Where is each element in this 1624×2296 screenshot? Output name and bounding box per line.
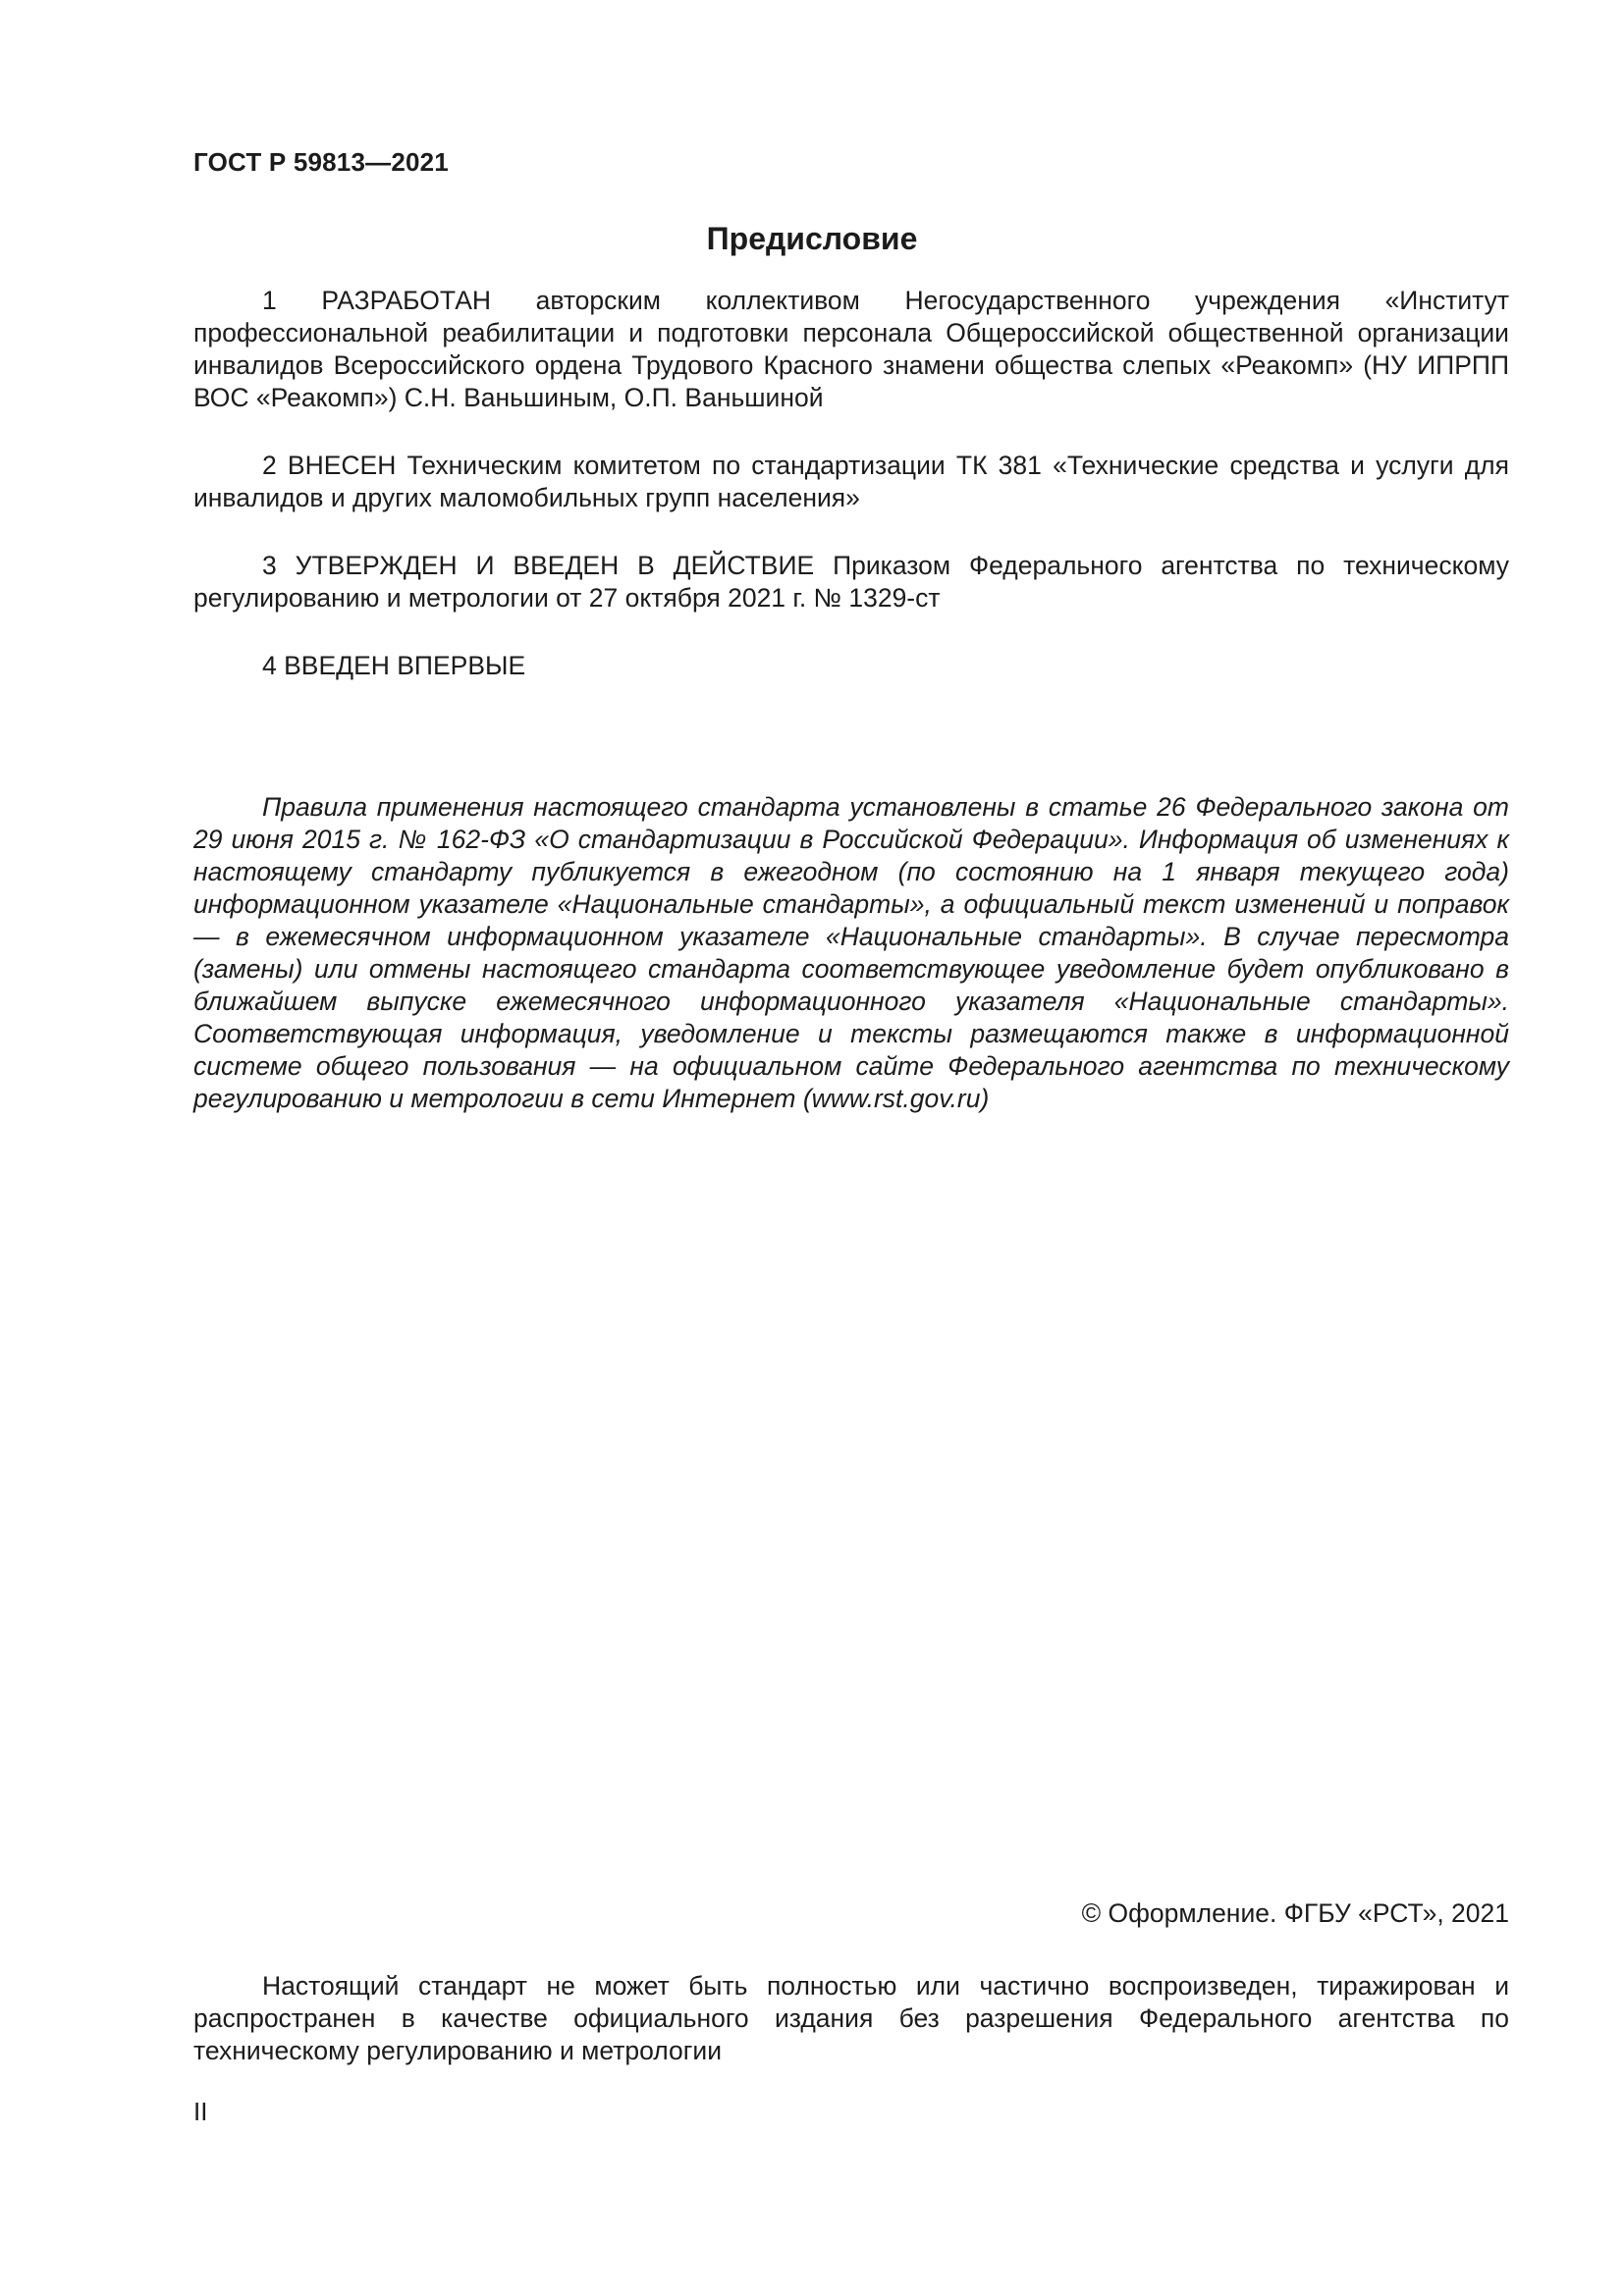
preface-item-introduced: 2 ВНЕСЕН Техническим комитетом по стандартизации ТК 381 «Технические средства и услуги для инвалидов и других маломобильных групп населения» <box>193 451 1509 512</box>
copyright-line: © Оформление. ФГБУ «РСТ», 2021 <box>1081 1898 1509 1928</box>
document-code: ГОСТ Р 59813—2021 <box>193 147 449 177</box>
preface-item-first-introduced: 4 ВВЕДЕН ВПЕРВЫЕ <box>262 651 526 680</box>
application-rules-notice: Правила применения настоящего стандарта установлены в статье 26 Федерального закона от 29 июня 2015 г. № 162-ФЗ «О стандартизации в Российской Федерации». Информация об изменениях к настоящему стандарту публикуется в ежегодном (по состоянию на 1 января текущего года) информационном указателе «Национальные стандарты», а официальный текст изменений и поправок — в ежемесячном информационном указателе «Национальные стандарты». В случае пересмотра (замены) или отмены настоящего стандарта соответствующее уведомление будет опубликовано в ближайшем выпуске ежемесячного информационного указателя «Национальные стандарты». Соответствующая информация, уведомление и тексты размещаются также в информационной системе общего пользования — на официальном сайте Федерального агентства по техническому регулированию и метрологии в сети Интернет (www.rst.gov.ru) <box>193 792 1509 1113</box>
preface-item-developed: 1 РАЗРАБОТАН авторским коллективом Негосударственного учреждения «Институт профессиональной реабилитации и подготовки персонала Общероссийской общественной организации инвалидов Всероссийского ордена Трудового Красного знамени общества слепых «Реакомп» (НУ ИПРПП ВОС «Реакомп») С.Н. Ваньшиным, О.П. Ваньшиной <box>193 286 1509 412</box>
preface-item-approved: 3 УТВЕРЖДЕН И ВВЕДЕН В ДЕЙСТВИЕ Приказом Федерального агентства по техническому регулированию и метрологии от 27 октября 2021 г. № 1329-ст <box>193 551 1509 613</box>
page-title: Предисловие <box>706 221 918 256</box>
page-number: II <box>193 2097 208 2126</box>
reproduction-restriction: Настоящий стандарт не может быть полностью или частично воспроизведен, тиражирован и распространен в качестве официального издания без разрешения Федерального агентства по техническому регулированию и метрологии <box>193 1971 1509 2065</box>
